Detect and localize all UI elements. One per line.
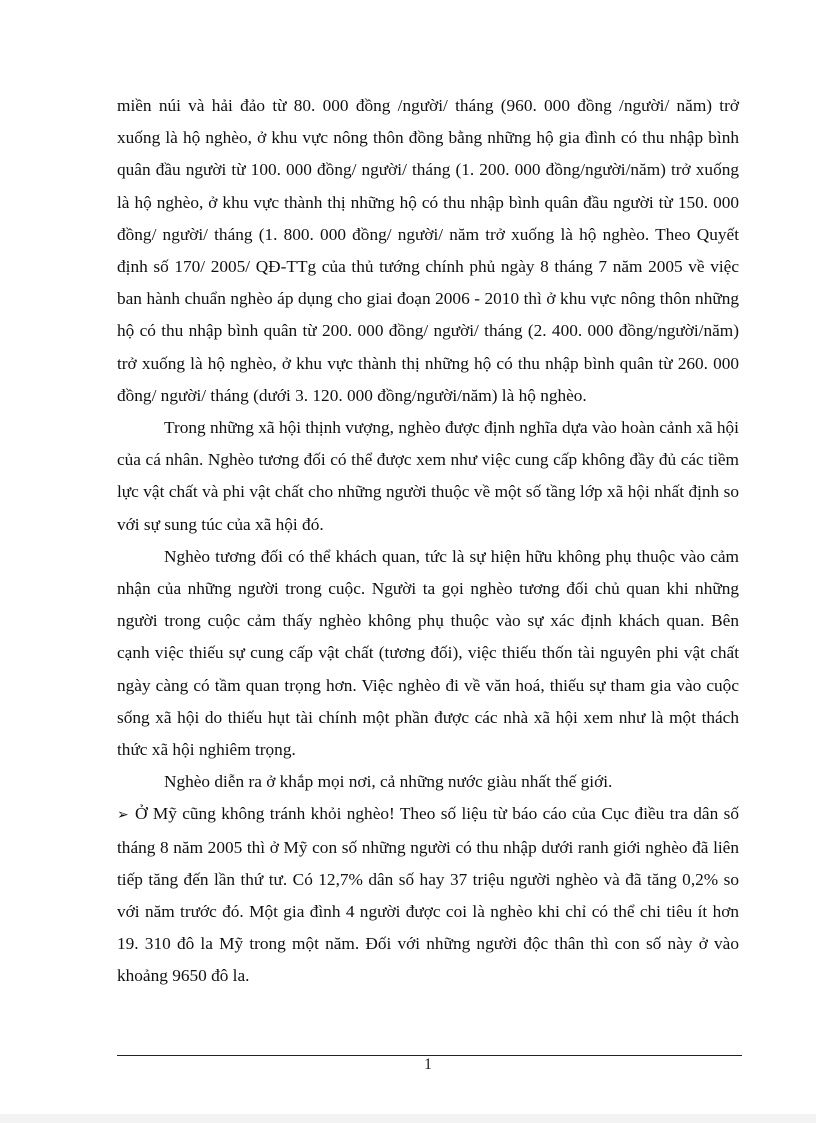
bullet-paragraph-usa-poverty [117,798,739,992]
paragraph-relative-poverty-definition: Trong những xã hội thịnh vượng, nghèo được định nghĩa dựa vào hoàn cảnh xã hội của cá nhân. Nghèo tương đối có thể được xem như việc cung cấp không đầy đủ các tiềm lực vật chất và phi vật chất cho những người thuộc về một số tầng lớp xã hội nhất định so với sự sung túc của xã hội đó. [117,418,739,534]
paragraph-poverty-everywhere: Nghèo diễn ra ở khắp mọi nơi, cả những nước giàu nhất thế giới. [164,772,613,792]
paragraph-objective-subjective-poverty: Nghèo tương đối có thể khách quan, tức là sự hiện hữu không phụ thuộc vào cảm nhận của những người trong cuộc. Người ta gọi nghèo tương đối chủ quan khi những người trong cuộc cảm thấy nghèo không phụ thuộc vào sự xác định khách quan. Bên cạnh việc thiếu sự cung cấp vật chất (tương đối), việc thiếu thốn tài nguyên phi vật chất ngày càng có tầm quan trọng hơn. Việc nghèo đi về văn hoá, thiếu sự tham gia vào cuộc sống xã hội do thiếu hụt tài chính một phần được các nhà xã hội xem như là một thách thức xã hội nghiêm trọng. [117,546,739,760]
page-number: 1 [424,1056,432,1073]
body-text [117,90,739,993]
arrow-bullet-icon: ➢ [117,807,129,824]
paragraph-poverty-thresholds: miền núi và hải đảo từ 80. 000 đồng /người/ tháng (960. 000 đồng /người/ năm) trở xuống là hộ nghèo, ở khu vực nông thôn đồng bằng những hộ gia đình có thu nhập bình quân đầu người từ 100. 000 đồng/ người/ tháng (1. 200. 000 đồng/người/năm) trở xuống là hộ nghèo, ở khu vực thành thị những hộ có thu nhập bình quân đầu người từ 150. 000 đồng/ người/ tháng (1. 800. 000 đồng/ người/ năm trở xuống là hộ nghèo. Theo Quyết định số 170/ 2005/ QĐ-TTg của thủ tướng chính phủ ngày 8 tháng 7 năm 2005 về việc ban hành chuẩn nghèo áp dụng cho giai đoạn 2006 - 2010 thì ở khu vực nông thôn những hộ có thu nhập bình quân từ 200. 000 đồng/ người/ tháng (2. 400. 000 đồng/người/năm) trở xuống là hộ nghèo, ở khu vực thành thị những hộ có thu nhập bình quân từ 260. 000 đồng/ người/ tháng (dưới 3. 120. 000 đồng/người/năm) là hộ nghèo. [117,96,739,405]
page-bottom-edge [0,1114,816,1123]
bullet-paragraph-text: Ở Mỹ cũng không tránh khỏi nghèo! Theo số liệu từ báo cáo của Cục điều tra dân số tháng 8 năm 2005 thì ở Mỹ con số những người có thu nhập dưới ranh giới nghèo đã liên tiếp tăng đến lần thứ tư. Có 12,7% dân số hay 37 triệu người nghèo và đã tăng 0,2% so với năm trước đó. Một gia đình 4 người được coi là nghèo khi chỉ có thể chi tiêu ít hơn 19. 310 đô la Mỹ trong một năm. Đối với những người độc thân thì con số này ở vào khoảng 9650 đô la. [117,804,739,986]
